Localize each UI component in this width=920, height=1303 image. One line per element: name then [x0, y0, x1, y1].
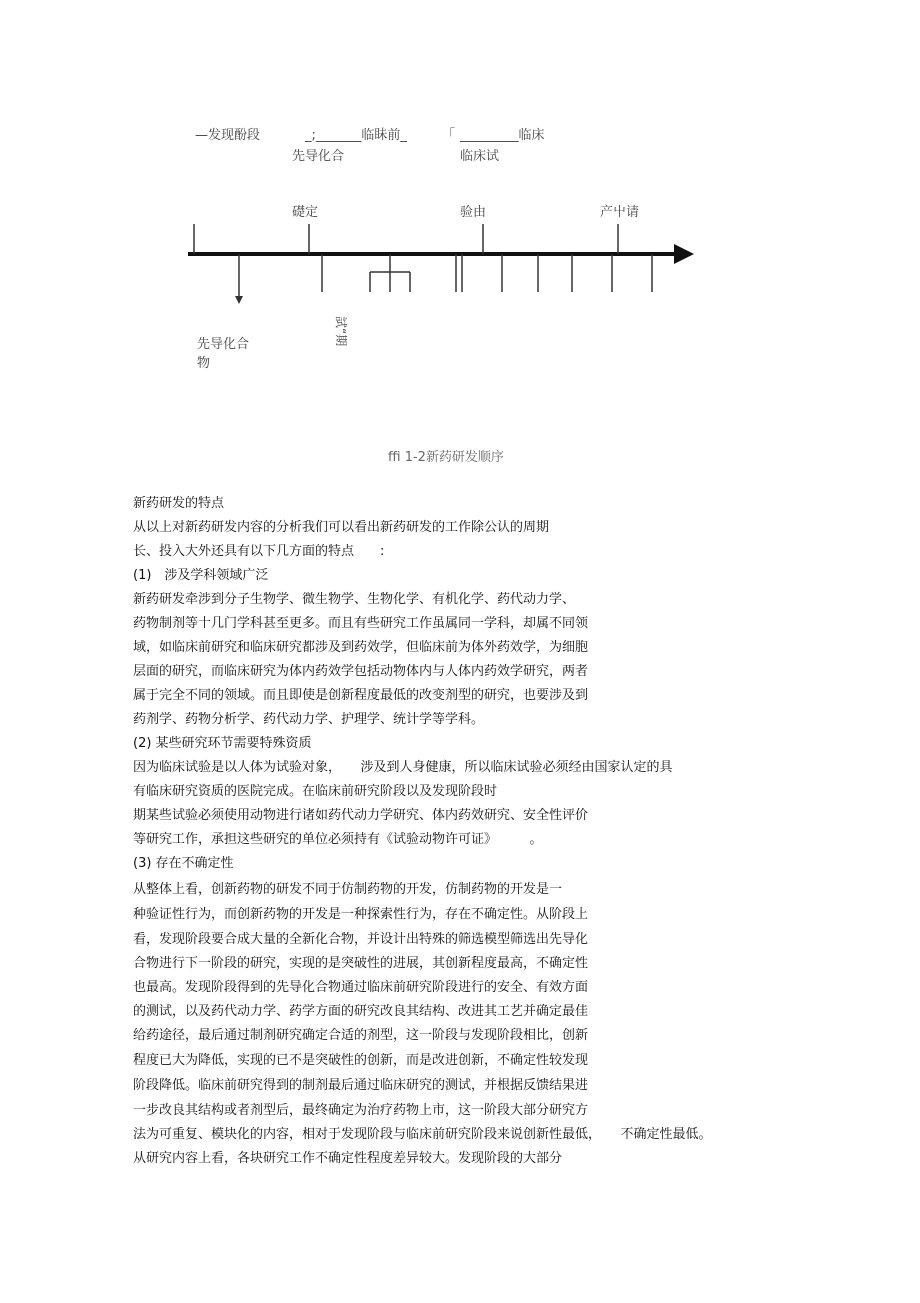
body-line: 从整体上看，创新药物的研发不同于仿制药物的开发，仿制药物的开发是一: [133, 882, 563, 897]
stage-clinical-label: _________临床: [460, 128, 545, 143]
body-line: 层面的研究，而临床研究为体内药效学包括动物体内与人体内药效学研究，两者: [133, 664, 589, 679]
subheading-1: (1) 涉及学科领域广泛: [133, 568, 269, 583]
body-line: 给药途径，最后通过制剂研究确定合适的剂型，这一阶段与发现阶段相比，创新: [133, 1028, 589, 1043]
body-line: 种验证性行为，而创新药物的开发是一种探索性行为，存在不确定性。从阶段上: [133, 907, 589, 922]
lead-arrow-head: [235, 296, 243, 304]
section-heading: 新药研发的特点: [133, 496, 225, 511]
subheading-3: (3) 存在不确定性: [133, 856, 234, 871]
body-line: 法为可重复、模块化的内容，相对于发现阶段与临床前研究阶段来说创新性最低， 不确定性最低。: [133, 1127, 712, 1142]
body-line: 阶段降低。临床前研究得到的制剂最后通过临床研究的测试，并根据反馈结果进: [133, 1078, 589, 1093]
bracket-mark: 「: [442, 128, 456, 143]
body-line: 程度已大为降低，实现的已不是突破性的创新，而是改进创新，不确定性较发现: [133, 1053, 589, 1068]
lead-compound-label-line2: 物: [197, 356, 211, 371]
rotated-phase-label: 試“期: [334, 316, 348, 347]
body-line: 药物制剂等十几门学科甚至更多。而且有些研究工作虽属同一学科，却属不同领: [133, 616, 589, 631]
body-line: 从研究内容上看，各块研究工作不确定性程度差异较大。发现阶段的大部分: [133, 1151, 563, 1166]
figure-caption: ffi 1-2新药研发顺序: [388, 450, 504, 465]
lead-compound-top-label: 先导化合: [292, 149, 345, 164]
body-line: 期某些试验必须使用动物进行诸如药代动力学研究、体内药效研究、安全性评价: [133, 808, 589, 823]
body-line: 长、投入大外还具有以下几方面的特点 :: [133, 544, 385, 559]
body-line: 有临床研究资质的医院完成。在临床前研究阶段以及发现阶段时: [133, 784, 498, 799]
body-line: 药剂学、药物分析学、药代动力学、护理学、统计学等学科。: [133, 712, 485, 727]
clinical-trial-label: 临床试: [460, 149, 500, 164]
body-line: 新药研发牵涉到分子生物学、微生物学、生物化学、有机化学、药代动力学、: [133, 592, 576, 607]
subheading-2: (2) 某些研究环节需要特殊资质: [133, 736, 312, 751]
stage-preclinical-label: _;_______临眛前_: [305, 128, 407, 143]
body-line: 因为临床试验是以人体为试验对象， 涉及到人身健康，所以临床试验必须经由国家认定的具: [133, 760, 673, 775]
body-line: 看，发现阶段要合成大量的全新化合物，并设计出特殊的筛选模型筛选出先导化: [133, 932, 589, 947]
bracket-structure: [370, 254, 410, 292]
milestone-apply-label: 产屮请: [600, 205, 640, 220]
body-line: 合物进行下一阶段的研究，实现的是突破性的进展，其创新程度最高，不确定性: [133, 956, 589, 971]
lead-compound-label-line1: 先导化合: [197, 337, 250, 352]
body-line: 等研究工作，承担这些研究的单位必须持有《试验动物许可证》 。: [133, 832, 543, 847]
timeline-arrowhead: [674, 244, 694, 264]
body-line: 域，如临床前研究和临床研究都涉及到药效学，但临床前为体外药效学，为细胞: [133, 640, 589, 655]
body-line: 的测试，以及药代动力学、药学方面的研究改良其结构、改进其工艺并确定最佳: [133, 1004, 589, 1019]
body-line: 也最高。发现阶段得到的先导化合物通过临床前研究阶段进行的安全、有效方面: [133, 980, 589, 995]
milestone-verify-label: 验由: [460, 205, 487, 220]
milestone-confirm-label: 礎定: [292, 205, 319, 220]
body-line: 从以上对新药研发内容的分析我们可以看出新药研发的工作除公认的周期: [133, 520, 550, 535]
body-line: 属于完全不同的领域。而且即使是创新程度最低的改变剂型的研究，也要涉及到: [133, 688, 589, 703]
body-line: 一步改良其结构或者剂型后，最终确定为治疗药物上市，这一阶段大部分研究方: [133, 1103, 589, 1118]
stage-discovery-label: —发现酚段: [195, 128, 261, 143]
